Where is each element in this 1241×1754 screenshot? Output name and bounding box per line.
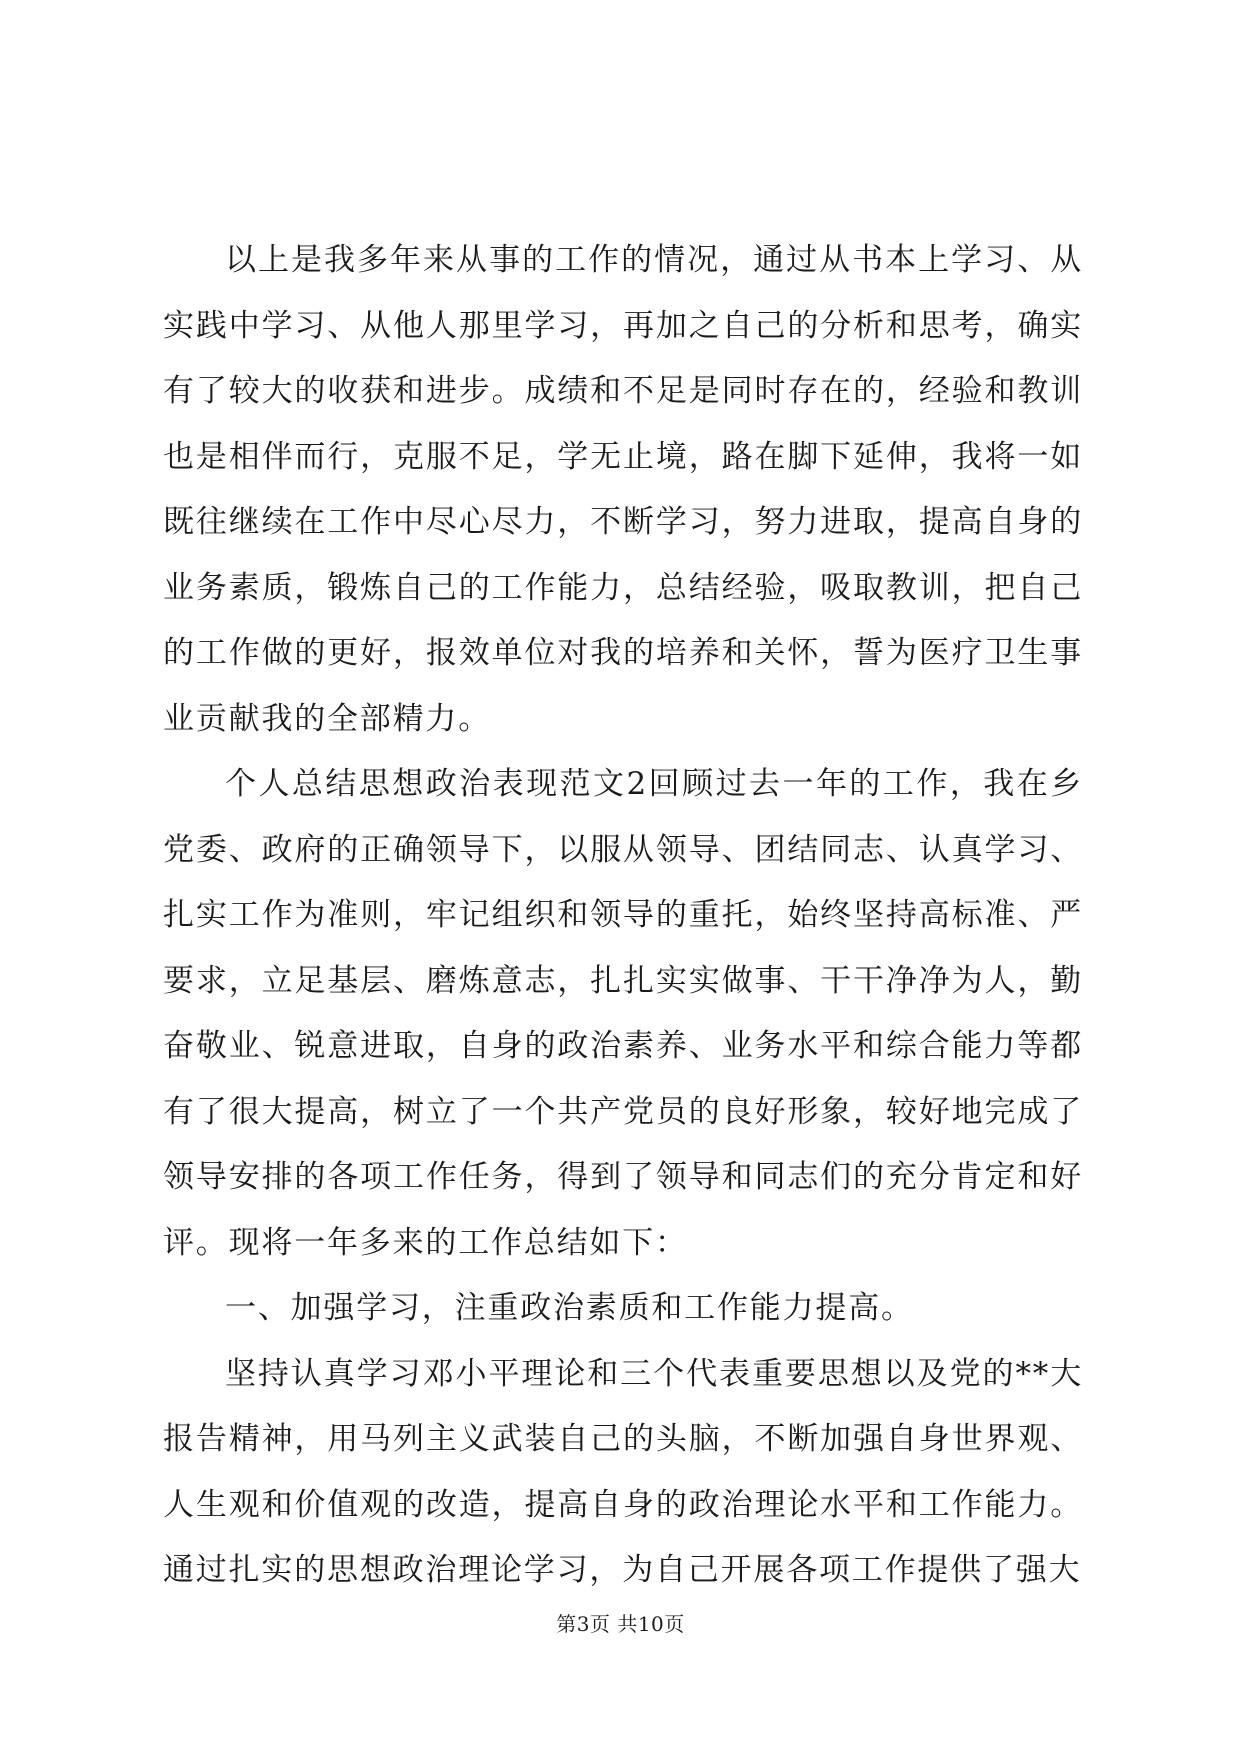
section-heading-study: 一、加强学习，注重政治素质和工作能力提高。: [225, 1290, 914, 1326]
paragraph-study-detail: 坚持认真学习邓小平理论和三个代表重要思想以及党的**大报告精神，用马列主义武装自己的头脑，不断加强自身世界观、人生观和价值观的改造，提高自身的政治理论水平和工作能力。通过扎实的思想政治理论学习，为自己开展各项工作提供了强大: [163, 1355, 1083, 1588]
document-body: [163, 228, 1083, 1604]
page-number-footer: 第3页 共10页: [556, 1612, 685, 1636]
paragraph-sample-two-intro: 个人总结思想政治表现范文2回顾过去一年的工作，我在乡党委、政府的正确领导下，以服从领导、团结同志、认真学习、扎实工作为准则，牢记组织和领导的重托，始终坚持高标准、严要求，立足基层、磨炼意志，扎扎实实做事、干干净净为人，勤奋敬业、锐意进取，自身的政治素养、业务水平和综合能力等都有了很大提高，树立了一个共产党员的良好形象，较好地完成了领导安排的各项工作任务，得到了领导和同志们的充分肯定和好评。现将一年多来的工作总结如下：: [163, 766, 1083, 1261]
paragraph-summary-conclusion: 以上是我多年来从事的工作的情况，通过从书本上学习、从实践中学习、从他人那里学习，再加之自己的分析和思考，确实有了较大的收获和进步。成绩和不足是同时存在的，经验和教训也是相伴而行，克服不足，学无止境，路在脚下延伸，我将一如既往继续在工作中尽心尽力，不断学习，努力进取，提高自身的业务素质，锻炼自己的工作能力，总结经验，吸取教训，把自己的工作做的更好，报效单位对我的培养和关怀，誓为医疗卫生事业贡献我的全部精力。: [163, 242, 1083, 737]
